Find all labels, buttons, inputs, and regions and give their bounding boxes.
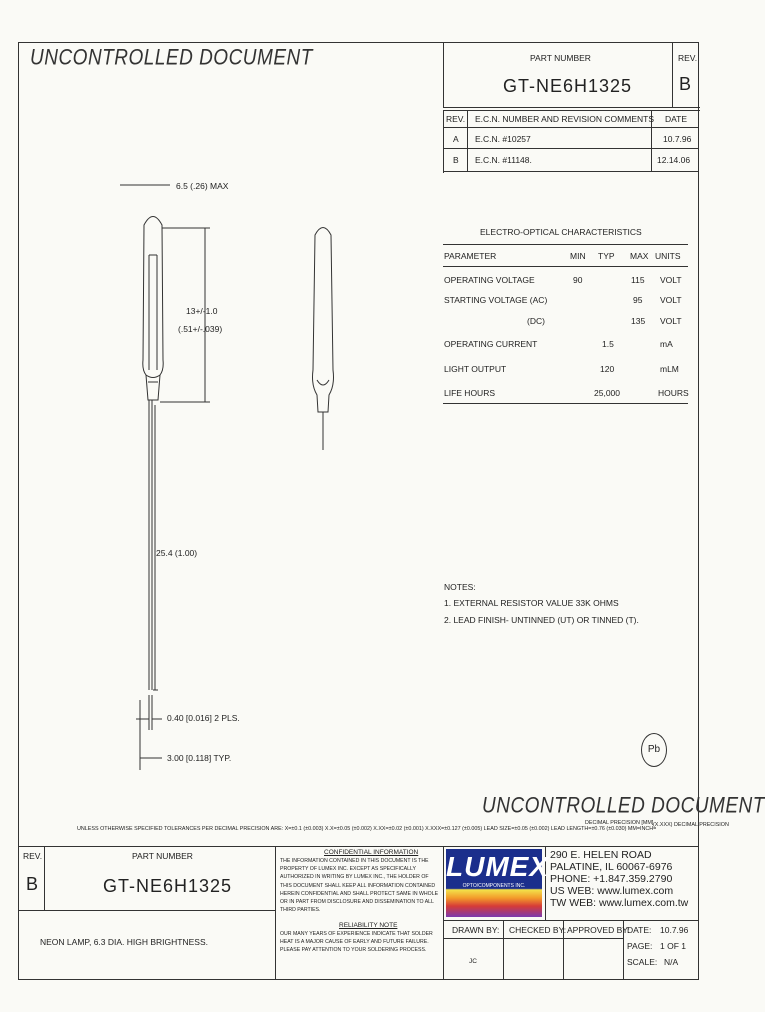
eo-header-param: PARAMETER <box>444 251 497 261</box>
pb-free-icon: Pb <box>641 733 667 767</box>
scale-value: N/A <box>664 957 679 967</box>
approved-by-label: APPROVED BY: <box>567 925 630 935</box>
date-col-header: DATE <box>665 114 688 124</box>
note-item: 2. LEAD FINISH- UNTINNED (UT) OR TINNED (T). <box>444 615 639 625</box>
table-row-param: STARTING VOLTAGE (AC) <box>444 295 548 305</box>
table-row-typ: 25,000 <box>594 388 620 398</box>
rev-label: REV. <box>678 53 698 63</box>
table-row-max: 135 <box>631 316 646 326</box>
table-row-units: mLM <box>660 364 679 374</box>
table-row-units: HOURS <box>658 388 689 398</box>
table-row-comment: E.C.N. #10257 <box>475 134 531 144</box>
notes-title: NOTES: <box>444 582 476 592</box>
tb-rev-label: REV. <box>23 851 43 861</box>
lumex-logo-tagline: OPTO/COMPONENTS INC. <box>462 883 526 889</box>
dim-body-inch-label: (.51+/-.039) <box>178 324 223 334</box>
lamp-side-view <box>100 170 300 770</box>
tolerance-mm-note: DECIMAL PRECISION [MM] <box>585 820 654 826</box>
reliability-text: OUR MANY YEARS OF EXPERIENCE INDICATE THAT SOLDER HEAT IS A MAJOR CAUSE OF EARLY AND FUTURE FAILURE. PLEASE PAY ATTENTION TO YOUR SOLDERING PROCESS. <box>280 931 433 954</box>
dim-lead-label: 25.4 (1.00) <box>156 548 198 558</box>
table-row-date: 12.14.06 <box>657 155 691 165</box>
table-row-units: VOLT <box>660 275 682 285</box>
address-block <box>550 849 688 909</box>
drawn-by-label: DRAWN BY: <box>452 925 500 935</box>
table-row-param: (DC) <box>527 316 545 326</box>
table-row-units: VOLT <box>660 316 682 326</box>
lumex-logo <box>446 849 549 917</box>
eo-table-title: ELECTRO-OPTICAL CHARACTERISTICS <box>480 227 642 237</box>
rev-value: B <box>679 74 693 94</box>
lumex-logo-text: LUMEX <box>446 851 549 882</box>
confidential-title: CONFIDENTIAL INFORMATION <box>324 849 419 856</box>
note-item: 1. EXTERNAL RESISTOR VALUE 33K OHMS <box>444 598 619 608</box>
table-row-rev: A <box>453 134 459 144</box>
table-row-typ: 1.5 <box>602 339 614 349</box>
part-number-label: PART NUMBER <box>530 53 591 63</box>
table-row-typ: 120 <box>600 364 615 374</box>
tolerance-inch-note: (X.XXX) DECIMAL PRECISION <box>653 822 729 828</box>
table-row-param: OPERATING CURRENT <box>444 339 538 349</box>
part-number-box <box>443 42 700 108</box>
tolerance-line: UNLESS OTHERWISE SPECIFIED TOLERANCES PER DECIMAL PRECISION ARE: X=±0.1 (±0.003) X.X=±0.05 (±0.002) X.XX=±0.02 (±0.001) X.XXX=±0.127 (±0.005) LEAD SIZE=±0.05 (±0.002) LEAD LENGTH=±0.76 (±0.030) MM= <box>77 826 641 832</box>
eo-header-typ: TYP <box>598 251 615 261</box>
address-line: 290 E. HELEN ROAD <box>550 849 652 861</box>
table-row-max: 115 <box>631 275 645 285</box>
dim-body-label: 13+/-1.0 <box>186 306 218 316</box>
scale-label: SCALE: <box>627 957 658 967</box>
table-row-param: LIGHT OUTPUT <box>444 364 507 374</box>
comment-col-header: E.C.N. NUMBER AND REVISION COMMENTS <box>475 114 654 124</box>
part-number-value: GT-NE6H1325 <box>503 76 633 96</box>
table-row-units: mA <box>660 339 673 349</box>
table-row-date: 10.7.96 <box>663 134 692 144</box>
tb-description: NEON LAMP, 6.3 DIA. HIGH BRIGHTNESS. <box>40 937 208 947</box>
uncontrolled-watermark-top: UNCONTROLLED DOCUMENT <box>30 46 313 71</box>
rev-col-header: REV. <box>446 114 466 124</box>
eo-header-units: UNITS <box>655 251 681 261</box>
eo-header-max: MAX <box>630 251 649 261</box>
dim-lead-diameter-label: 0.40 [0.016] 2 PLS. <box>167 713 240 723</box>
tw-web-link[interactable]: TW WEB: www.lumex.com.tw <box>550 897 689 909</box>
table-row-min: 90 <box>573 275 583 285</box>
tb-part-number-value: GT-NE6H1325 <box>103 876 233 896</box>
reliability-title: RELIABILITY NOTE <box>339 922 398 929</box>
tb-part-number-label: PART NUMBER <box>132 851 193 861</box>
eo-header-min: MIN <box>570 251 586 261</box>
uncontrolled-watermark-bottom: UNCONTROLLED DOCUMENT <box>482 794 765 819</box>
table-row-comment: E.C.N. #11148. <box>475 155 532 165</box>
date-value: 10.7.96 <box>660 925 689 935</box>
table-row-param: LIFE HOURS <box>444 388 496 398</box>
table-row-units: VOLT <box>660 295 682 305</box>
drawn-by-value: JC <box>469 958 477 965</box>
tolerance-inch: INCH= <box>640 826 657 832</box>
tb-rev-value: B <box>26 874 40 894</box>
table-row-max: 95 <box>633 295 643 305</box>
dim-lead-spacing-label: 3.00 [0.118] TYP. <box>167 753 232 763</box>
us-web-link[interactable]: US WEB: www.lumex.com <box>550 885 674 897</box>
confidential-text: THE INFORMATION CONTAINED IN THIS DOCUMENT IS THE PROPERTY OF LUMEX INC. EXCEPT AS SPECIFICALLY AUTHORIZED IN WRITING BY LUMEX INC., THE HOLDER OF THIS DOCUMENT SHALL KEEP ALL INFORMATION CONTAINED HEREIN CONFIDENTIAL AND SHALL PROTECT SAME IN WHOLE OR IN PART FROM DISCLOSURE AND DISSEMINATION TO ALL THIRD PARTIES. <box>280 858 439 914</box>
table-row-param: OPERATING VOLTAGE <box>444 275 535 285</box>
page-label: PAGE: <box>627 941 653 951</box>
date-label: DATE: <box>627 925 652 935</box>
lamp-front-view <box>295 220 355 450</box>
city-line: PALATINE, IL 60067-6976 <box>550 861 673 873</box>
dim-top-label: 6.5 (.26) MAX <box>176 181 229 191</box>
page-value: 1 OF 1 <box>660 941 686 951</box>
table-row-rev: B <box>453 155 459 165</box>
checked-by-label: CHECKED BY: <box>509 925 567 935</box>
phone-line: PHONE: +1.847.359.2790 <box>550 873 673 885</box>
